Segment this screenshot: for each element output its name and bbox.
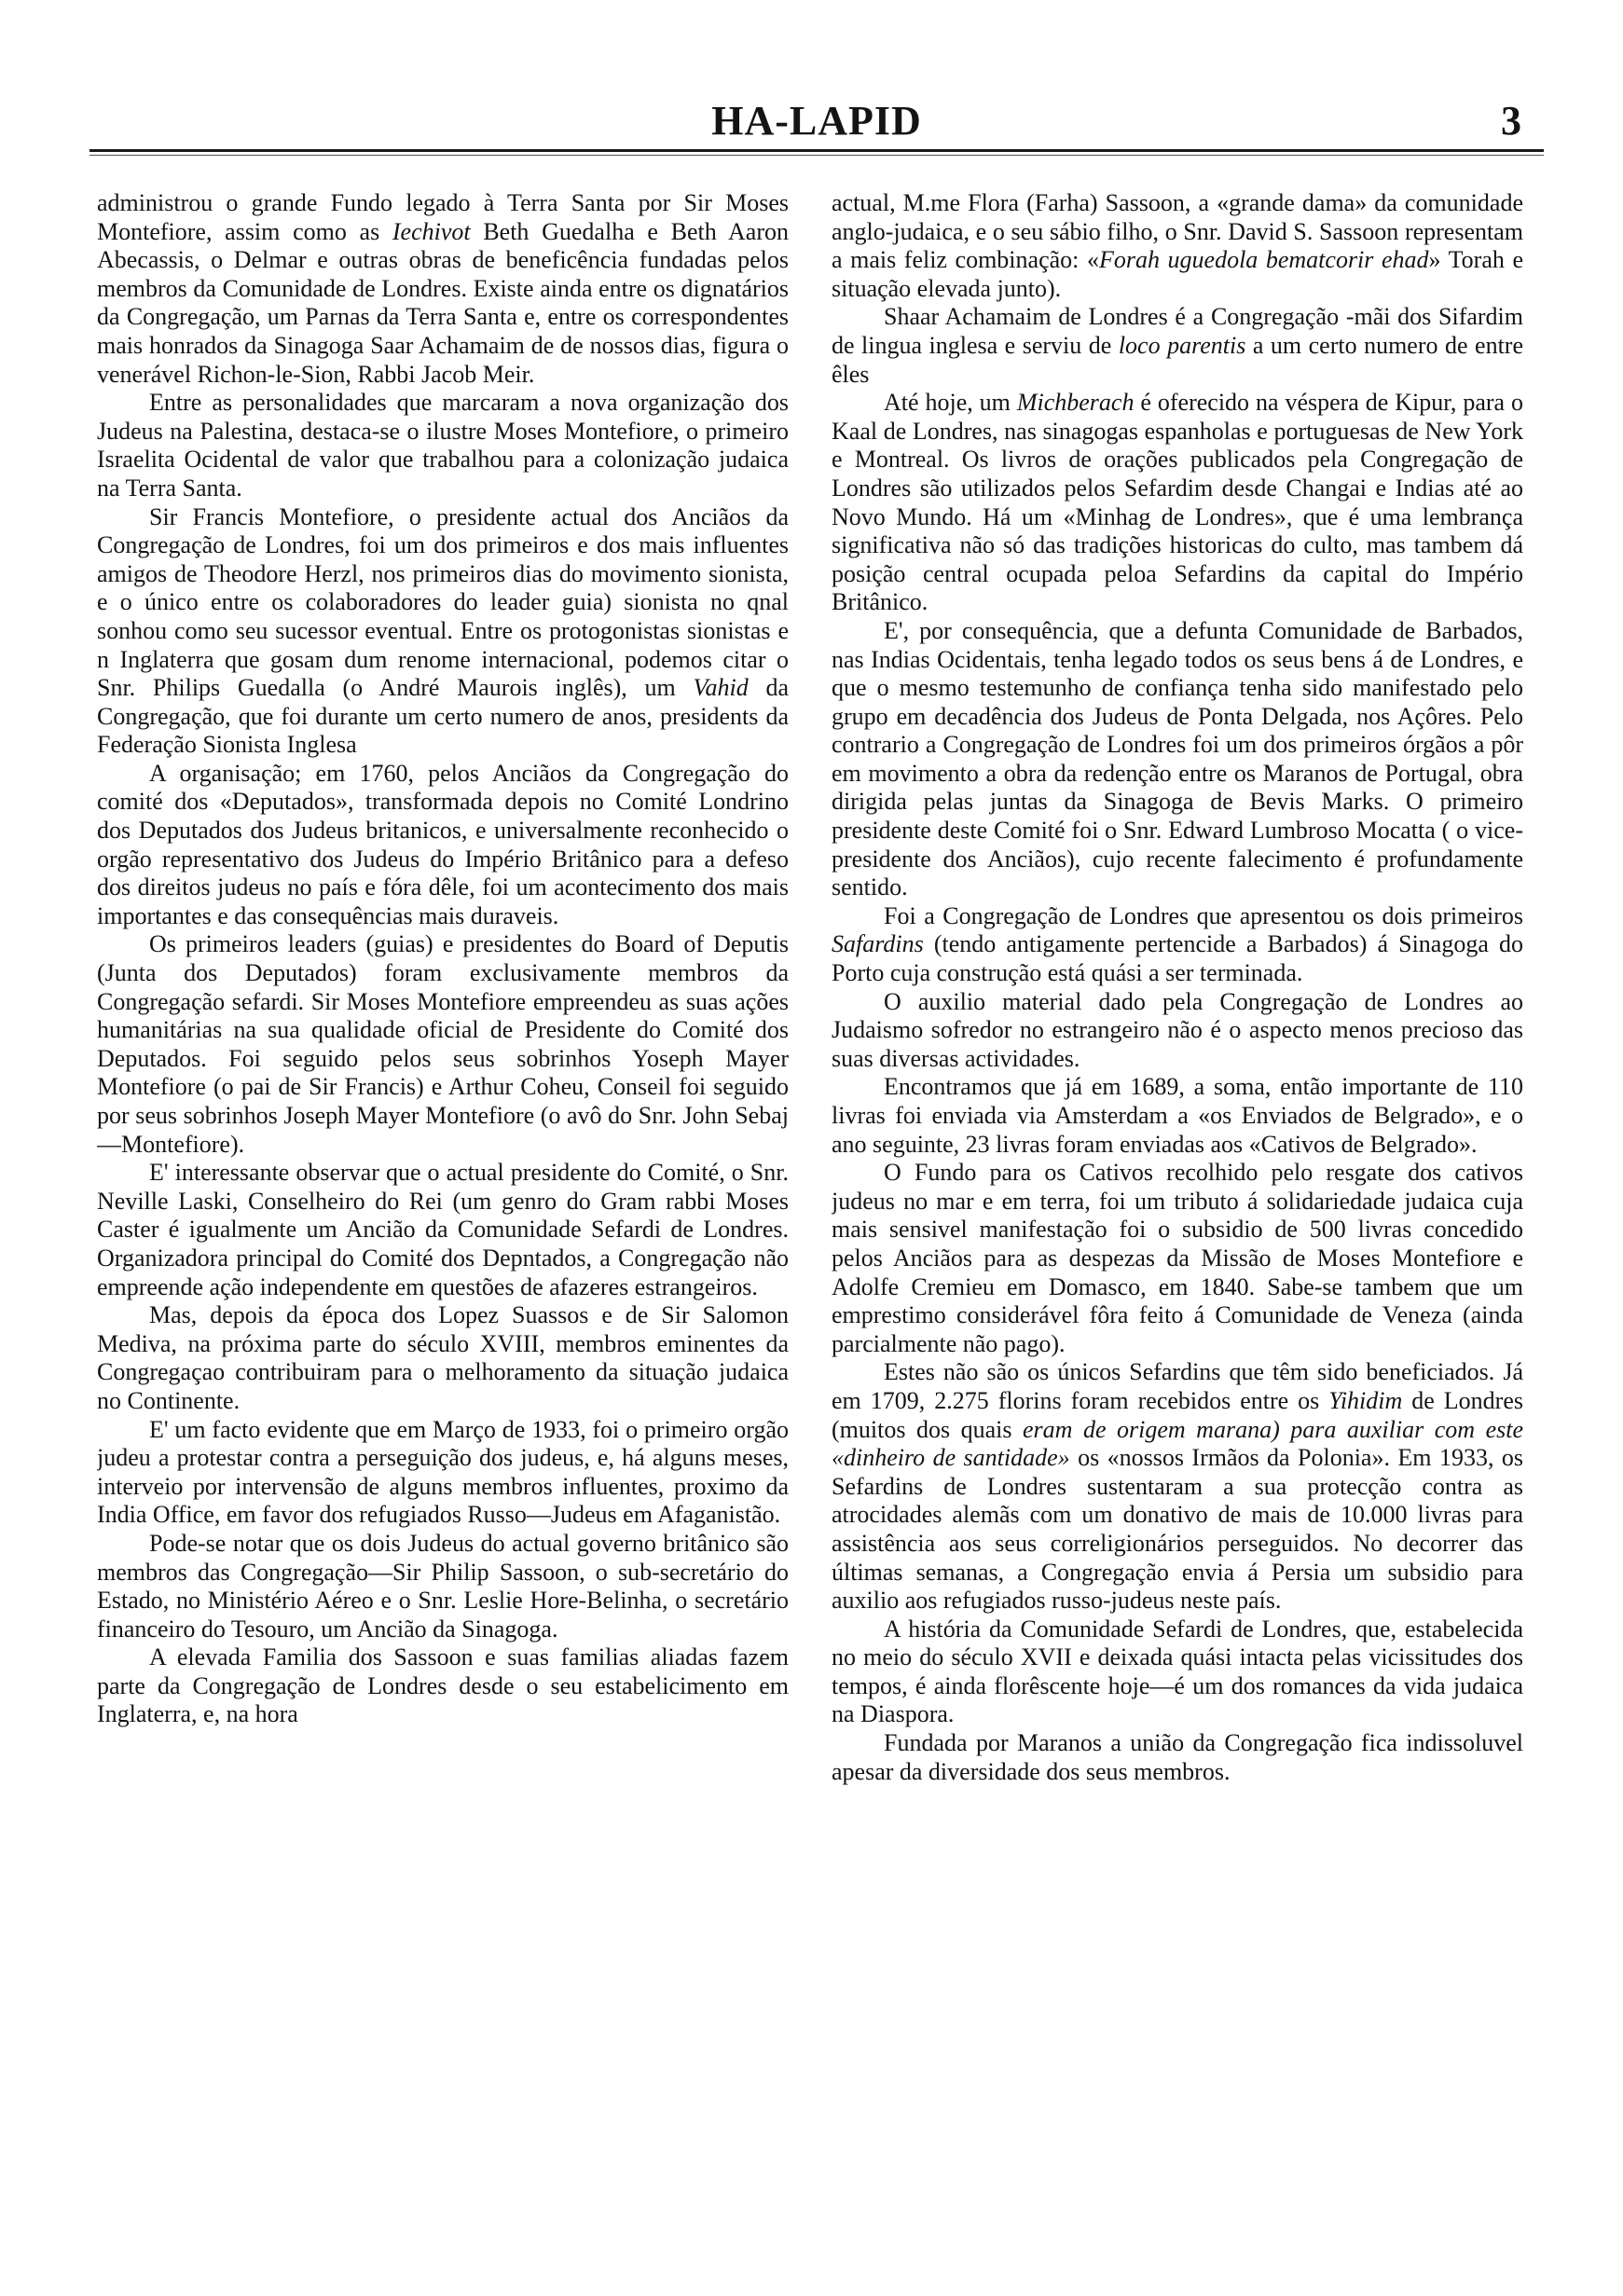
text-run: Beth Guedalha e Beth Aaron Abecassis, o Delmar e outras obras de beneficência fundadas pelos membros da Comunidade de Londres. Existe ainda entre os dignatários da Congregação, um Parnas da Terra Santa e, entre os correspondentes mais honrados da Sinagoga Saar Achamaim de de nossos dias, figura o venerável Richon-le-Sion, Rabbi Jacob Meir.: [97, 217, 789, 388]
paragraph: [832, 988, 1523, 1074]
text-run: da Congregação, que foi durante um certo numero de anos, presidents da Federação Sionista Inglesa: [97, 674, 789, 759]
text-run: O Fundo para os Cativos recolhido pelo resgate dos cativos judeus no mar e em terra, foi um tributo á solidariedade judaica cuja mais sensivel manifestação foi o subsidio de 500 livras concedido pelos Anciãos para as despezas da Missão de Moses Montefiore e Adolfe Cremieu em Domasco, em 1840. Sabe-se tambem que um emprestimo considerável fôra feito á Comunidade de Veneza (ainda parcialmente não pago).: [832, 1159, 1523, 1357]
paragraph: [97, 1530, 789, 1643]
paragraph: [97, 930, 789, 1159]
text-run: Foi a Congregação de Londres que apresentou os dois primeiros: [884, 901, 1523, 929]
page-title: HA-LAPID: [711, 98, 922, 144]
text-run: A organisação; em 1760, pelos Anciãos da Congregação do comité dos «Deputados», transformada depois no Comité Londrino dos Deputados dos Judeus britanicos, e universalmente reconhecido o orgão representativo dos Judeus do Império Britânico para a defeso dos direitos judeus no país e fóra dêle, foi um acontecimento dos mais importantes e das consequências mais duraveis.: [97, 759, 789, 929]
text-run: é oferecido na véspera de Kipur, para o Kaal de Londres, nas sinagogas espanholas e portuguesas de New York e Montreal. Os livros de orações publicados pela Congregação de Londres são utilizados pelos Sefardim desde Changai e Indias até ao Novo Mundo. Há um «Minhag de Londres», que é uma lembrança significativa não só das tradições historicas do culto, mas tambem dá posição central ocupada peloa Sefardins da capital do Império Britânico.: [832, 389, 1523, 616]
paragraph: [97, 1301, 789, 1415]
text-run: Pode-se notar que os dois Judeus do actual governo britânico são membros das Congregação—Sir Philip Sassoon, o sub-secretário do Estado, no Ministério Aéreo e o Snr. Leslie Hore-Belinha, o secretário financeiro do Tesouro, um Ancião da Sinagoga.: [97, 1529, 789, 1643]
right-column: [832, 189, 1523, 2249]
text-run: » Torah e situação elevada junto).: [832, 246, 1523, 302]
text-run: Entre as personalidades que marcaram a nova organização dos Judeus na Palestina, destaca-se o ilustre Moses Montefiore, o primeiro Israelita Ocidental de valor que trabalhou para a colonização judaica na Terra Santa.: [97, 389, 789, 502]
text-run: A história da Comunidade Sefardi de Londres, que, estabelecida no meio do século XVII e deixada quási intacta pelas vicissitudes dos tempos, é ainda florêscente hoje—é um dos romances da vida judaica na Diaspora.: [832, 1615, 1523, 1728]
text-run: Mas, depois da época dos Lopez Suassos e de Sir Salomon Mediva, na próxima parte do século XVIII, membros eminentes da Congregaçao contribuiram para o melhoramento da situação judaica no Continente.: [97, 1301, 789, 1414]
paragraph: [832, 1615, 1523, 1729]
paragraph: [832, 389, 1523, 617]
text-run: A elevada Familia dos Sassoon e suas familias aliadas fazem parte da Congregação de Londres desde o seu estabelicimento em Inglaterra, e, na hora: [97, 1643, 789, 1728]
text-run: E' um facto evidente que em Março de 1933, foi o primeiro orgão judeu a protestar contra a perseguição dos judeus, e, há alguns meses, interveio por intervensão de alguns membros influentes, proximo da India Office, em favor dos refugiados Russo—Judeus em Afaganistão.: [97, 1415, 789, 1529]
text-run: O auxilio material dado pela Congregação de Londres ao Judaismo sofredor no estrangeiro não é o aspecto menos precioso das suas diversas actividades.: [832, 987, 1523, 1072]
text-run: Os primeiros leaders (guias) e presidentes do Board of Deputis (Junta dos Deputados) foram exclusivamente membros da Congregação sefardi. Sir Moses Montefiore empreendeu as suas ações humanitárias na sua qualidade oficial de Presidente do Comité dos Deputados. Foi seguido pelos seus sobrinhos Yoseph Mayer Montefiore (o pai de Sir Francis) e Arthur Coheu, Conseil foi seguido por seus sobrinhos Joseph Mayer Montefiore (o avô do Snr. John Sebaj—Montefiore).: [97, 930, 789, 1158]
paragraph: [97, 1159, 789, 1301]
paragraph: [832, 1159, 1523, 1358]
header-rule-thin: [89, 155, 1544, 156]
paragraph: [832, 303, 1523, 389]
paragraph: [97, 1643, 789, 1729]
italic-text: Forah uguedola bematcorir ehad: [1098, 246, 1429, 274]
text-run: E', por consequência, que a defunta Comunidade de Barbados, nas Indias Ocidentais, tenha legado todos os seus bens á de Londres, e que o mesmo testemunho de confiança tenha sido manifestado pelo grupo em decadência dos Judeus de Ponta Delgada, nos Açôres. Pelo contrario a Congregação de Londres foi um dos primeiros órgãos a pôr em movimento a obra da redenção entre os Maranos de Portugal, obra dirigida pelas juntas da Sinagoga de Bevis Marks. O primeiro presidente deste Comité foi o Snr. Edward Lumbroso Mocatta ( o vice-presidente dos Anciãos), cujo recente falecimento é profundamente sentido.: [832, 616, 1523, 901]
paragraph: [97, 1416, 789, 1530]
text-run: de Londres (muitos dos quais: [832, 1386, 1523, 1443]
paragraph: [832, 1358, 1523, 1615]
italic-text: Safardins: [832, 930, 924, 958]
text-run: Estes não são os únicos Sefardins que têm sido beneficiados. Já em 1709, 2.275 florins foram recebidos entre os: [832, 1358, 1523, 1414]
page-number: 3: [1501, 98, 1521, 144]
text-run: Encontramos que já em 1689, a soma, então importante de 110 livras foi enviada via Amsterdam a «os Enviados de Belgrado», e o ano seguinte, 23 livras foram enviadas aos «Cativos de Belgrado».: [832, 1073, 1523, 1158]
paragraph: [97, 389, 789, 502]
italic-text: Iechivot: [392, 217, 471, 245]
paragraph: [832, 902, 1523, 988]
text-run: os «nossos Irmãos da Polonia». Em 1933, os Sefardins de Londres sustentaram a sua protecção contra as atrocidades alemãs com um donativo de mais de 10.000 livras para assistência aos seus correligionários perseguidos. No decorrer das últimas semanas, a Congregação envia á Persia um subsidio para auxilio aos refugiados russo-judeus neste país.: [832, 1444, 1523, 1615]
paragraph: [832, 1073, 1523, 1159]
italic-text: loco parentis: [1118, 331, 1246, 359]
paragraph: [832, 189, 1523, 303]
italic-text: Vahid: [693, 674, 749, 702]
text-run: administrou o grande Fundo legado à Terra Santa por Sir Moses Montefiore, assim como as: [97, 189, 789, 245]
paragraph: [832, 617, 1523, 902]
left-column: [97, 189, 789, 2249]
text-run: Sir Francis Montefiore, o presidente actual dos Anciãos da Congregação de Londres, foi um dos primeiros e dos mais influentes amigos de Theodore Herzl, nos primeiros dias do movimento sionista, e o único entre os colaboradores do leader guia) sionista no qnal sonhou como seu sucessor eventual. Entre os protogonistas sionistas e n Inglaterra que gosam dum renome internacional, podemos citar o Snr. Philips Guedalla (o André Maurois inglês), um: [97, 502, 789, 702]
text-run: Até hoje, um: [884, 389, 1017, 417]
text-run: a um certo numero de entre êles: [832, 331, 1523, 388]
italic-text: Michberach: [1016, 389, 1135, 417]
text-run: E' interessante observar que o actual presidente do Comité, o Snr. Neville Laski, Conselheiro do Rei (um genro do Gram rabbi Moses Caster é igualmente um Ancião da Comunidade Sefardi de Londres. Organizadora principal do Comité dos Depntados, a Congregação não empreende ação independente em questões de afazeres estrangeiros.: [97, 1159, 789, 1300]
header-rule: [89, 149, 1544, 152]
italic-text: eram de origem marana) para auxiliar com este «dinheiro de santidade»: [832, 1415, 1523, 1472]
paragraph: [832, 1729, 1523, 1786]
text-run: (tendo antigamente pertencide a Barbados) á Sinagoga do Porto cuja construção está quási a ser terminada.: [832, 930, 1523, 987]
page-header: [89, 97, 1544, 153]
text-run: Shaar Achamaim de Londres é a Congregação -mãi dos Sifardim de lingua inglesa e serviu de: [832, 303, 1523, 359]
paragraph: [97, 760, 789, 931]
italic-text: Yihidim: [1328, 1386, 1403, 1414]
paragraph: [97, 189, 789, 389]
text-run: Fundada por Maranos a união da Congregação fica indissoluvel apesar da diversidade dos seus membros.: [832, 1729, 1523, 1785]
text-run: actual, M.me Flora (Farha) Sassoon, a «grande dama» da comunidade anglo-judaica, e o seu sábio filho, o Snr. David S. Sassoon representam a mais feliz combinação: «: [832, 189, 1523, 274]
paragraph: [97, 503, 789, 760]
